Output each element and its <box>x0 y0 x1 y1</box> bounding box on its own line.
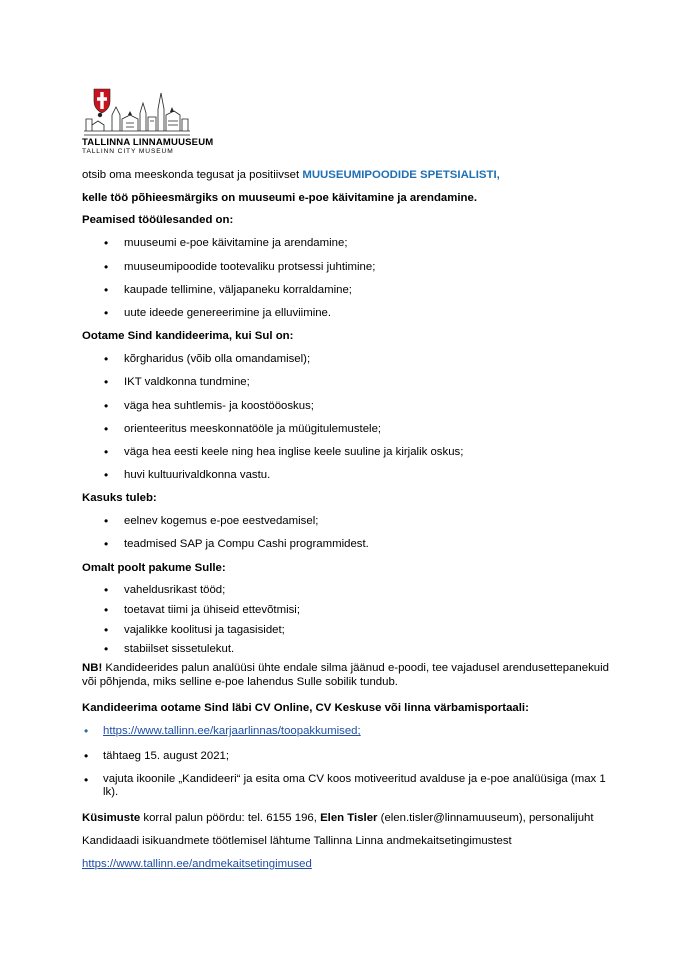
bullet-icon: • <box>104 514 109 528</box>
task-item: kaupade tellimine, väljapaneku korraldamine; <box>124 284 352 296</box>
intro-line-1 <box>82 168 500 182</box>
task-item: uute ideede genereerimine ja elluviimine. <box>124 307 332 319</box>
requirement-item: huvi kultuurivaldkonna vastu. <box>124 469 271 481</box>
advantage-item: eelnev kogemus e-poe eestvedamisel; <box>124 515 319 527</box>
requirement-item: kõrgharidus (võib olla omandamisel); <box>124 353 311 365</box>
instruction-item: vajuta ikoonile „Kandideeri“ ja esita oma CV koos motiveeritud avalduse ja e-poe analüüsiga (max 1 lk). <box>103 773 606 798</box>
offer-item: toetavat tiimi ja ühiseid ettevõtmisi; <box>124 604 300 616</box>
contact-line <box>82 811 594 825</box>
bullet-icon: • <box>104 445 109 459</box>
offer-item: stabiilset sissetulekut. <box>124 643 235 655</box>
bullet-icon: • <box>104 352 109 366</box>
requirement-item: IKT valdkonna tundmine; <box>124 376 250 388</box>
bullet-icon: • <box>104 283 109 297</box>
bullet-icon: • <box>84 724 89 738</box>
nb-paragraph <box>82 662 609 689</box>
bullet-icon: • <box>104 642 109 656</box>
bullet-icon: • <box>104 623 109 637</box>
job-title-highlight: MUUSEUMIPOODIDE SPETSIALISTI, <box>302 169 500 181</box>
logo-name: TALLINNA LINNAMUUSEUM <box>82 137 214 148</box>
privacy-link[interactable]: https://www.tallinn.ee/andmekaitsetingimused <box>82 858 312 870</box>
bullet-icon: • <box>104 306 109 320</box>
task-item: muuseumi e-poe käivitamine ja arendamine; <box>124 237 348 249</box>
bullet-icon: • <box>104 399 109 413</box>
requirement-item: orienteeritus meeskonnatööle ja müügitulemustele; <box>124 423 382 435</box>
intro-line-2: kelle töö põhieesmärgiks on muuseumi e-poe käivitamine ja arendamine. <box>82 192 478 204</box>
offer-item: vajalikke koolitusi ja tagasisidet; <box>124 624 285 636</box>
contact-text-2: (elen.tisler@linnamuuseum), personalijuht <box>377 812 594 824</box>
apply-heading: Kandideerima ootame Sind läbi CV Online, CV Keskuse või linna värbamisportaali: <box>82 702 529 714</box>
requirement-item: väga hea suhtlemis- ja koostööoskus; <box>124 400 314 412</box>
bullet-icon: • <box>104 375 109 389</box>
bullet-icon: • <box>104 236 109 250</box>
bullet-icon: • <box>104 537 109 551</box>
contact-name: Elen Tisler <box>320 812 378 824</box>
bullet-icon: • <box>104 583 109 597</box>
advantage-heading: Kasuks tuleb: <box>82 492 157 504</box>
bullet-icon: • <box>104 260 109 274</box>
bullet-icon: • <box>104 468 109 482</box>
contact-text-1: korral palun pöördu: tel. 6155 196, <box>140 812 321 824</box>
tasks-heading: Peamised tööülesanded on: <box>82 214 234 226</box>
museum-logo <box>82 85 214 161</box>
nb-label: NB! <box>82 662 103 674</box>
bullet-icon: • <box>104 422 109 436</box>
career-portal-link[interactable]: https://www.tallinn.ee/karjaarlinnas/toopakkumised; <box>103 725 361 737</box>
privacy-text: Kandidaadi isikuandmete töötlemisel lähtume Tallinna Linna andmekaitsetingimustest <box>82 835 512 847</box>
task-item: muuseumipoodide tootevaliku protsessi juhtimine; <box>124 261 376 273</box>
city-skyline-icon <box>82 85 192 137</box>
nb-text: Kandideerides palun analüüsi ühte endale silma jäänud e-poodi, tee vajadusel arendusettepanekuid või põhjenda, miks selline e-poe lahendus Sulle sobilik tundub. <box>82 662 609 688</box>
bullet-icon: • <box>104 603 109 617</box>
requirement-item: väga hea eesti keele ning hea inglise keele suuline ja kirjalik oskus; <box>124 446 464 458</box>
deadline-item: tähtaeg 15. august 2021; <box>103 750 230 762</box>
logo-subtitle: TALLINN CITY MUSEUM <box>82 148 174 155</box>
offer-item: vaheldusrikast tööd; <box>124 584 226 596</box>
bullet-icon: • <box>84 749 89 763</box>
intro-text: otsib oma meeskonda tegusat ja positiivset <box>82 169 303 181</box>
advantage-item: teadmised SAP ja Compu Cashi programmidest. <box>124 538 369 550</box>
offer-heading: Omalt poolt pakume Sulle: <box>82 562 226 574</box>
bullet-icon: • <box>84 773 89 787</box>
requirements-heading: Ootame Sind kandideerima, kui Sul on: <box>82 330 294 342</box>
contact-label: Küsimuste <box>82 812 141 824</box>
